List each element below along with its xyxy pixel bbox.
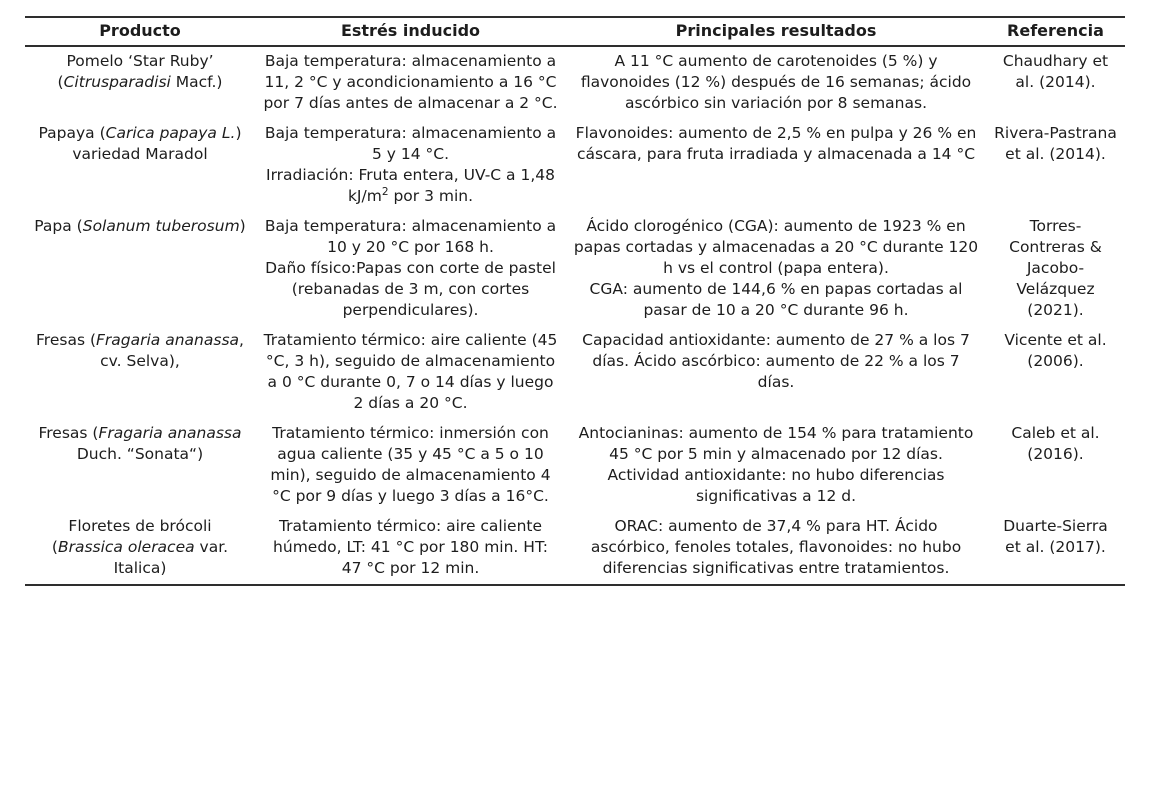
text-block: Chaudhary et al. (2014). xyxy=(1002,52,1109,91)
cell-estres xyxy=(255,119,566,212)
cell-resultados xyxy=(566,119,986,212)
header-estres-inducido: Estrés inducido xyxy=(255,17,566,46)
text-block: Duarte-Sierra et al. (2017). xyxy=(1003,517,1108,556)
cell-producto xyxy=(25,512,255,585)
cell-producto xyxy=(25,46,255,119)
header-row xyxy=(25,17,1125,46)
text-block: Papa (Solanum tuberosum) xyxy=(34,217,246,235)
cell-estres xyxy=(255,212,566,326)
text-block: Ácido clorogénico (CGA): aumento de 1923 % en papas cortadas y almacenadas a 20 °C durante 120 h vs el control (papa entera). xyxy=(573,217,979,277)
text-block: Capacidad antioxidante: aumento de 27 % a los 7 días. Ácido ascórbico: aumento de 22 % a los 7 días. xyxy=(582,331,970,391)
cell-referencia xyxy=(986,326,1125,419)
text-block: Baja temperatura: almacenamiento a 11, 2 °C y acondicionamiento a 16 °C por 7 días antes de almacenar a 2 °C. xyxy=(263,52,558,112)
header-referencia: Referencia xyxy=(986,17,1125,46)
text-block: Irradiación: Fruta entera, UV-C a 1,48 $kJ/m^2$ por 3 min. xyxy=(266,166,555,205)
text-block: Tratamiento térmico: inmersión con agua caliente (35 y 45 °C a 5 o 10 min), seguido de almacenamiento 4 °C por 9 días y luego 3 días a 16°C. xyxy=(270,424,551,505)
cell-producto xyxy=(25,212,255,326)
cell-estres xyxy=(255,419,566,512)
cell-referencia xyxy=(986,419,1125,512)
cell-resultados xyxy=(566,419,986,512)
text-block: Flavonoides: aumento de 2,5 % en pulpa y 26 % en cáscara, para fruta irradiada y almacenada a 14 °C xyxy=(575,124,977,163)
header-producto: Producto xyxy=(25,17,255,46)
text-block: Tratamiento térmico: aire caliente (45 °C, 3 h), seguido de almacenamiento a 0 °C durante 0, 7 o 14 días y luego 2 días a 20 °C. xyxy=(263,331,558,412)
cell-resultados xyxy=(566,326,986,419)
cell-referencia xyxy=(986,46,1125,119)
cell-referencia xyxy=(986,512,1125,585)
text-block: Daño físico:Papas con corte de pastel (rebanadas de 3 m, con cortes perpendiculares). xyxy=(265,259,556,319)
cell-estres xyxy=(255,46,566,119)
table-row xyxy=(25,419,1125,512)
table-row xyxy=(25,212,1125,326)
text-block: CGA: aumento de 144,6 % en papas cortadas al pasar de 10 a 20 °C durante 96 h. xyxy=(589,280,963,319)
cell-resultados xyxy=(566,212,986,326)
cell-producto xyxy=(25,419,255,512)
table-row xyxy=(25,326,1125,419)
text-block: Papaya (Carica papaya L.) variedad Maradol xyxy=(38,124,242,163)
text-block: Baja temperatura: almacenamiento a 10 y 20 °C por 168 h. xyxy=(264,217,557,256)
text-block: Actividad antioxidante: no hubo diferencias significativas a 12 d. xyxy=(607,466,945,505)
text-block: Fresas (Fragaria ananassa, cv. Selva), xyxy=(36,331,244,370)
text-block: Floretes de brócoli (Brassica oleracea var. Italica) xyxy=(51,517,229,577)
text-block: A 11 °C aumento de carotenoides (5 %) y flavonoides (12 %) después de 16 semanas; ácido ascórbico sin variación por 8 semanas. xyxy=(580,52,972,112)
cell-resultados xyxy=(566,512,986,585)
table-header xyxy=(25,17,1125,46)
cell-referencia xyxy=(986,212,1125,326)
table-body xyxy=(25,46,1125,585)
text-block: Fresas (Fragaria ananassa Duch. “Sonata“) xyxy=(38,424,242,463)
table-row xyxy=(25,46,1125,119)
text-block: Rivera-Pastrana et al. (2014). xyxy=(994,124,1117,163)
text-block: Caleb et al. (2016). xyxy=(1011,424,1100,463)
results-table xyxy=(25,16,1125,586)
cell-resultados xyxy=(566,46,986,119)
cell-estres xyxy=(255,512,566,585)
text-block: Pomelo ‘Star Ruby’ (Citrusparadisi Macf.) xyxy=(57,52,223,91)
text-block: Antocianinas: aumento de 154 % para tratamiento 45 °C por 5 min y almacenado por 12 días. xyxy=(578,424,974,463)
cell-referencia xyxy=(986,119,1125,212)
text-block: ORAC: aumento de 37,4 % para HT. Ácido ascórbico, fenoles totales, flavonoides: no hubo diferencias significativas entre tratamientos. xyxy=(590,517,962,577)
text-block: Baja temperatura: almacenamiento a 5 y 14 °C. xyxy=(264,124,557,163)
cell-estres xyxy=(255,326,566,419)
table-row xyxy=(25,512,1125,585)
cell-producto xyxy=(25,119,255,212)
table-row xyxy=(25,119,1125,212)
header-principales-resultados: Principales resultados xyxy=(566,17,986,46)
text-block: Tratamiento térmico: aire caliente húmedo, LT: 41 °C por 180 min. HT: 47 °C por 12 min. xyxy=(273,517,548,577)
text-block: Vicente et al. (2006). xyxy=(1004,331,1107,370)
text-block: Torres-Contreras & Jacobo-Velázquez (2021). xyxy=(1009,217,1102,319)
cell-producto xyxy=(25,326,255,419)
